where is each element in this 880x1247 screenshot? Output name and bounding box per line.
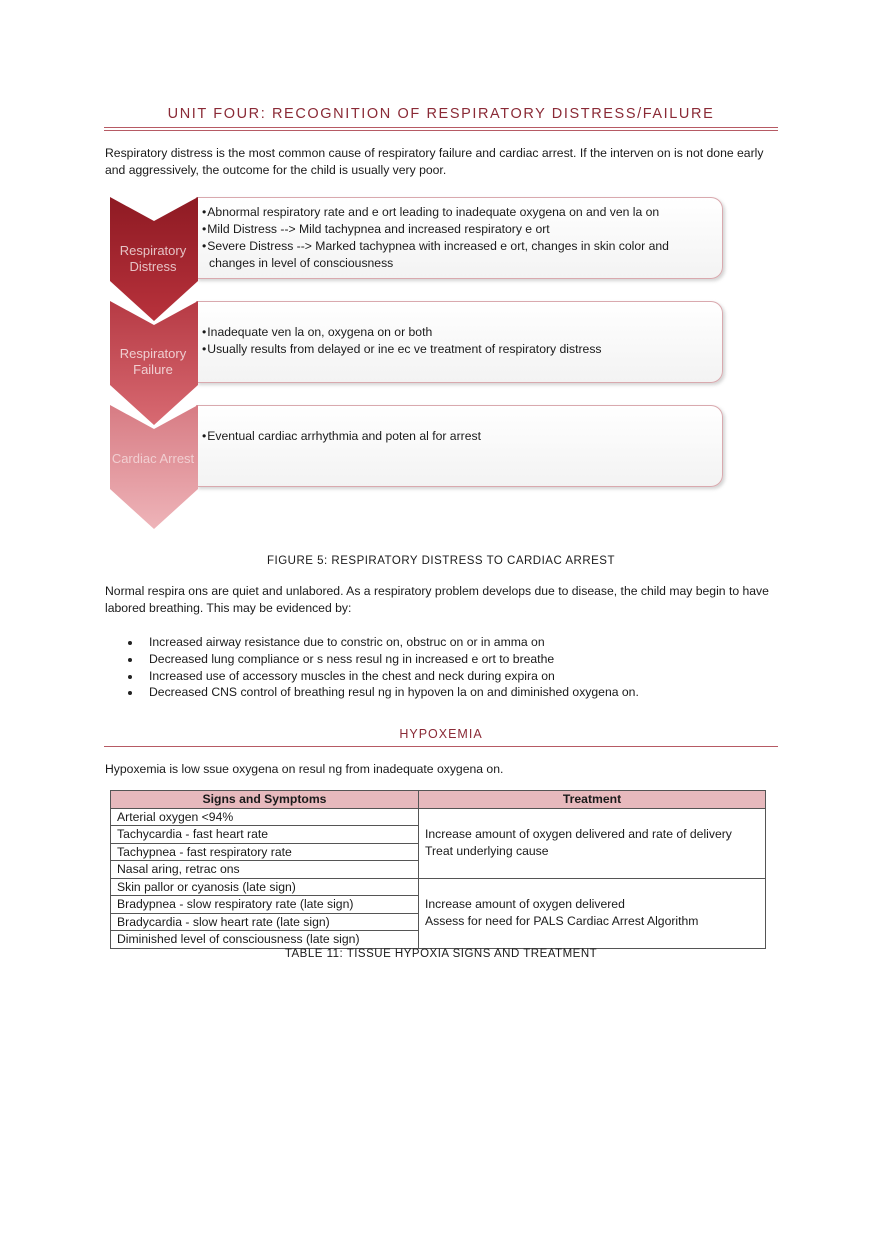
step-3-box [196,405,723,487]
header-treatment: Treatment [419,791,766,809]
treatment-line: Increase amount of oxygen delivered [425,897,625,911]
table-caption: TABLE 11: TISSUE HYPOXIA SIGNS AND TREATMENT [284,948,598,960]
list-item: Increased airway resistance due to constric on, obstruc on or in amma on [126,634,776,651]
sign-cell: Tachypnea - fast respiratory rate [111,843,419,861]
step-1-bullet: • Mild Distress --> Mild tachypnea and increased respiratory e ort [196,221,714,238]
section-heading-hypoxemia: HYPOXEMIA [399,727,483,741]
treatment-line: Treat underlying cause [425,844,549,858]
header-signs: Signs and Symptoms [111,791,419,809]
hypoxia-table [110,790,766,949]
section-rule [104,746,778,747]
step-1-box [196,197,723,279]
sign-cell: Arterial oxygen <94% [111,808,419,826]
step-1-label: Respiratory Distress [119,243,187,274]
step-3-chevron [110,405,198,531]
treatment-line: Increase amount of oxygen delivered and rate of delivery [425,827,732,841]
table-row [111,808,766,826]
paragraph-labored-breathing: Normal respira ons are quiet and unlabored. As a respiratory problem develops due to disease, the child may begin to have labored breathing. This may be evidenced by: [105,584,769,615]
sign-cell: Nasal aring, retrac ons [111,861,419,879]
intro-paragraph: Respiratory distress is the most common cause of respiratory failure and cardiac arrest. If the interven on is not done early and aggressively, the outcome for the child is usually very poor. [105,146,764,177]
sign-cell: Diminished level of consciousness (late sign) [111,931,419,949]
table-header-row [111,791,766,809]
list-item: Decreased CNS control of breathing resul ng in hypoven la on and diminished oxygena on. [126,684,776,701]
treatment-cell-late [419,878,766,948]
hypoxemia-definition: Hypoxemia is low ssue oxygena on resul ng from inadequate oxygena on. [105,762,504,776]
sign-cell: Tachycardia - fast heart rate [111,826,419,844]
treatment-cell-early [419,808,766,878]
evidence-list [126,634,776,701]
step-2-bullet: • Usually results from delayed or ine ec ve treatment of respiratory distress [196,341,714,358]
step-3-label: Cardiac Arrest [111,451,195,466]
sign-cell: Skin pallor or cyanosis (late sign) [111,878,419,896]
step-2-box [196,301,723,383]
step-2-bullet: • Inadequate ven la on, oxygena on or both [196,324,714,341]
list-item: Increased use of accessory muscles in the chest and neck during expira on [126,668,776,685]
step-1-bullet: • Severe Distress --> Marked tachypnea with increased e ort, changes in skin color and changes in level of consciousness [196,238,714,272]
table-row [111,878,766,896]
treatment-line: Assess for need for PALS Cardiac Arrest Algorithm [425,914,699,928]
figure-caption: FIGURE 5: RESPIRATORY DISTRESS TO CARDIAC ARREST [267,555,615,567]
list-item: Decreased lung compliance or s ness resul ng in increased e ort to breathe [126,651,776,668]
sign-cell: Bradycardia - slow heart rate (late sign) [111,913,419,931]
step-3-bullet: • Eventual cardiac arrhythmia and poten al for arrest [196,428,714,445]
page-title: UNIT FOUR: RECOGNITION OF RESPIRATORY DISTRESS/FAILURE [167,106,715,122]
step-1-bullet: • Abnormal respiratory rate and e ort leading to inadequate oxygena on and ven la on [196,204,714,221]
sign-cell: Bradypnea - slow respiratory rate (late sign) [111,896,419,914]
step-2-label: Respiratory Failure [119,346,187,377]
title-rule [104,127,778,131]
